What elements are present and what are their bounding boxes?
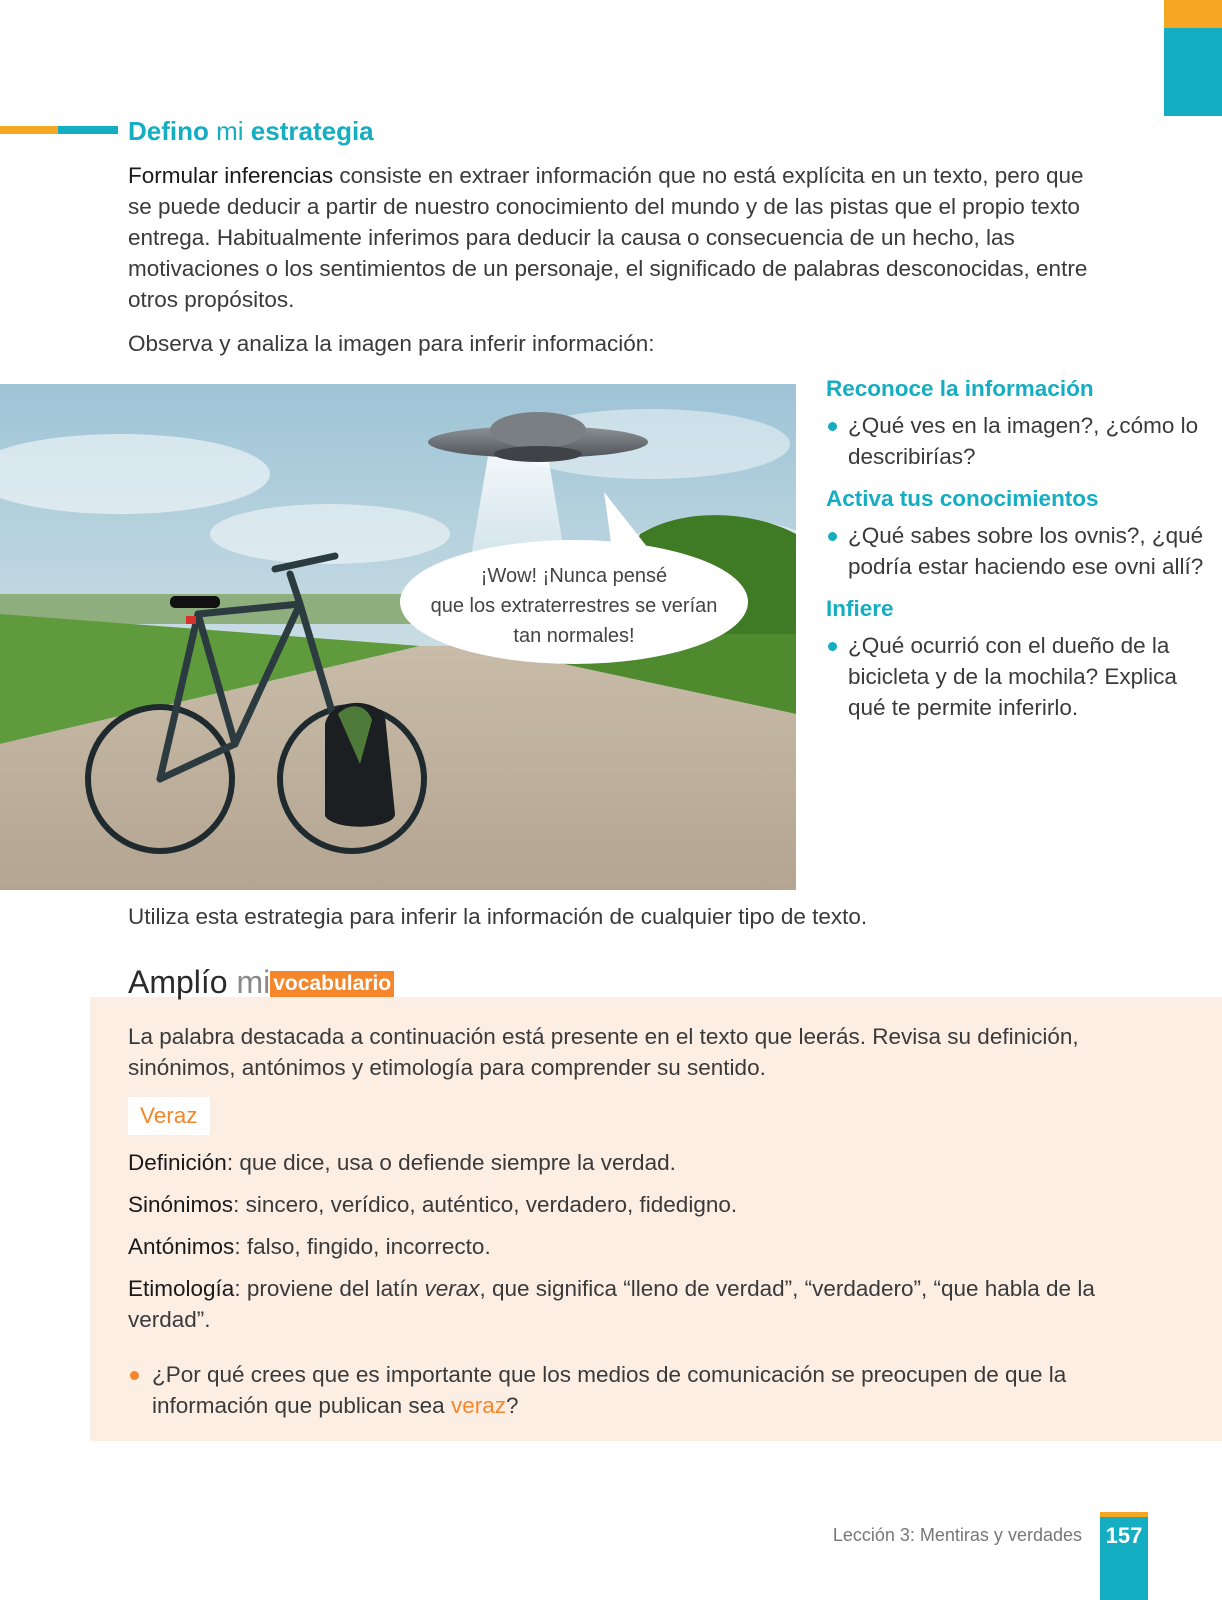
bullet-icon [828,532,837,541]
synonyms-label: Sinónimos [128,1192,234,1217]
definition-label: Definición [128,1150,227,1175]
corner-tab [1164,0,1222,116]
etymology-line [128,1273,1118,1335]
bicycle-seat [170,596,220,608]
intro-term: Formular inferencias [128,163,334,188]
step-text-3: ¿Qué ocurrió con el dueño de la bicicleta y de la mochila? Explica qué te permite inferirlo. [848,633,1177,720]
strategy-intro [128,160,1108,315]
title-thin: mi [216,116,244,146]
etymology-pre: : proviene del latín [234,1276,425,1301]
vocab-title-mi: mi [236,964,271,1000]
question-word: veraz [450,1393,506,1418]
step-text-1: ¿Qué ves en la imagen?, ¿cómo lo describirías? [848,413,1199,469]
bicycle-reflector [186,616,196,624]
step-question-1 [826,410,1206,472]
section-bar-orange [0,126,58,134]
page-number-tab [1100,1512,1148,1600]
definition-text: : que dice, usa o defiende siempre la verdad. [226,1150,676,1175]
step-text-2: ¿Qué sabes sobre los ovnis?, ¿qué podría estar haciendo ese ovni allí? [848,523,1204,579]
step-heading-3: Infiere [826,596,894,621]
question-pre: ¿Por qué crees que es importante que los medios de comunicación se preocupen de que la información que publican sea [152,1362,1067,1418]
ufo-base [494,446,582,462]
section-title-vocab [128,964,394,1001]
antonyms-text: : falso, fingido, incorrecto. [234,1234,491,1259]
strategy-closing: Utiliza esta estrategia para inferir la información de cualquier tipo de texto. [128,904,868,929]
definition-line [128,1147,1128,1178]
ufo-dome [490,412,586,448]
speech-line-1: ¡Wow! ¡Nunca pensé [480,565,668,587]
bullet-icon [828,642,837,651]
bullet-icon [828,422,837,431]
intro-rest: consiste en extraer información que no está explícita en un texto, pero que se puede deducir a partir de nuestro conocimiento del mundo y de las pistas que el propio texto entrega. Habitualmente inferimos para deducir la causa o consecuencia de un hecho, las motivaciones o los sentimientos de un personaje, el significado de palabras desconocidas, entre otros propósitos. [128,163,1088,312]
etymology-latin: verax [424,1276,480,1301]
vocab-title-1: Amplío [128,964,228,1000]
page-number: 157 [1105,1523,1143,1548]
step-heading-2: Activa tus conocimientos [826,486,1099,511]
vocab-intro: La palabra destacada a continuación está presente en el texto que leerás. Revisa su definición, sinónimos, antónimos y etimología para comprender su sentido. [128,1024,1079,1080]
section-title-strategy [128,116,374,147]
inference-steps [826,376,1206,737]
question-post: ? [505,1393,519,1418]
step-question-2 [826,520,1206,582]
step-question-3 [826,630,1206,723]
lesson-footer: Lección 3: Mentiras y verdades [832,1525,1082,1545]
title-bold-1: Defino [128,116,209,146]
ufo-bicycle-photo [0,384,796,890]
observe-text: Observa y analiza la imagen para inferir información: [128,331,655,356]
etymology-label: Etimología [128,1276,235,1301]
step-heading-1: Reconoce la información [826,376,1094,401]
speech-line-2: que los extraterrestres se verían [430,595,718,617]
photo-illustration [0,384,796,890]
synonyms-text: : sincero, verídico, auténtico, verdadero, fidedigno. [233,1192,738,1217]
bullet-icon [130,1371,139,1380]
vocab-word: Veraz [128,1097,210,1135]
corner-tab-teal [1164,28,1222,116]
synonyms-line [128,1189,1128,1220]
section-bar-teal [58,126,118,134]
vocab-question [128,1359,1108,1421]
corner-tab-orange [1164,0,1222,28]
title-bold-2: estrategia [250,116,374,146]
vocab-title-highlight: vocabulario [270,971,394,997]
antonyms-line [128,1231,1128,1262]
etymology-post: , que significa “lleno de verdad”, “verdadero”, “que habla de la verdad”. [128,1276,1095,1332]
speech-line-3: tan normales! [513,625,635,647]
section-bar [0,126,118,134]
antonyms-label: Antónimos [128,1234,235,1259]
